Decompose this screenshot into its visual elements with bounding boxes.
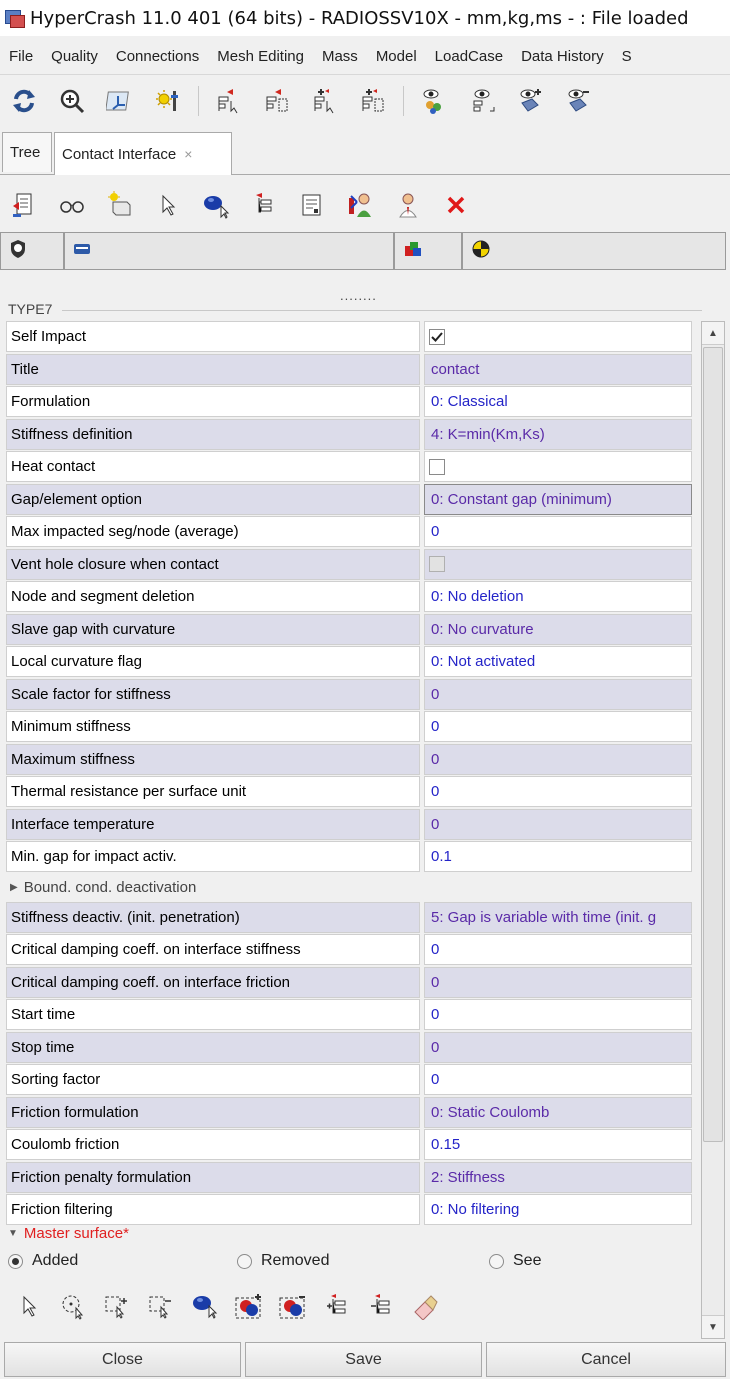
property-row [6, 1064, 692, 1097]
toolbar-separator [198, 86, 199, 116]
property-label: Max impacted seg/node (average) [6, 516, 420, 547]
menu-loadcase[interactable]: LoadCase [434, 47, 504, 65]
tab-tree[interactable] [2, 132, 52, 172]
pick-pointer-icon[interactable] [14, 1291, 44, 1321]
pick-part-icon[interactable] [190, 1291, 220, 1321]
property-label: Slave gap with curvature [6, 614, 420, 645]
master-surface-section[interactable] [8, 1225, 129, 1242]
tab-strip [0, 130, 730, 175]
name-column-header[interactable] [64, 232, 394, 270]
scale-factor-field[interactable]: 0 [424, 679, 692, 710]
sorting-factor-field[interactable]: 0 [424, 1064, 692, 1095]
self-impact-checkbox[interactable] [429, 329, 445, 345]
tree-edit-icon[interactable] [249, 190, 279, 220]
card-icon [73, 242, 91, 260]
eraser-icon[interactable] [410, 1291, 440, 1321]
property-label: Critical damping coeff. on interface stiffness [6, 934, 420, 965]
hypercrash-app-icon [4, 8, 24, 28]
export-icon[interactable] [9, 190, 39, 220]
property-row [6, 451, 692, 484]
eye-tree-icon[interactable] [467, 86, 497, 116]
property-label: Critical damping coeff. on interface friction [6, 967, 420, 998]
tree-add-icon[interactable] [310, 86, 340, 116]
property-row [6, 354, 692, 387]
crash-test-column-header[interactable] [462, 232, 726, 270]
crash-dummy-icon [471, 239, 491, 263]
surface-selection-toolbar [8, 1285, 698, 1327]
eye-parts-icon[interactable] [419, 86, 449, 116]
property-row [6, 841, 692, 874]
property-label: Stop time [6, 1032, 420, 1063]
select-part-icon[interactable] [201, 190, 231, 220]
master-surface-label: Master surface* [23, 1225, 129, 1242]
property-row [6, 581, 692, 614]
menu-connections[interactable]: Connections [115, 47, 200, 65]
property-row [6, 999, 692, 1032]
toolbar-separator [403, 86, 404, 116]
property-row [6, 967, 692, 1000]
property-label: Sorting factor [6, 1064, 420, 1095]
menu-quality[interactable]: Quality [51, 47, 98, 65]
color-palette-icon [403, 240, 423, 262]
property-label: Thermal resistance per surface unit [6, 776, 420, 807]
view-axes-icon[interactable] [105, 86, 135, 116]
property-row [6, 646, 692, 679]
users-swap-icon[interactable] [345, 190, 375, 220]
property-row [6, 321, 692, 354]
radio-added[interactable] [8, 1252, 78, 1270]
maximum-stiffness-field[interactable]: 0 [424, 744, 692, 775]
property-row [6, 516, 692, 549]
friction-penalty-select[interactable]: 2: Stiffness [424, 1162, 692, 1193]
tree-up-icon[interactable] [214, 86, 244, 116]
entity-header [0, 232, 726, 270]
eye-minus-icon[interactable] [563, 86, 593, 116]
section-header[interactable] [6, 874, 692, 902]
menu-overflow[interactable]: S [621, 47, 632, 65]
property-label: Local curvature flag [6, 646, 420, 677]
pointer-select-icon[interactable] [153, 190, 183, 220]
glasses-icon[interactable] [57, 190, 87, 220]
property-label: Friction formulation [6, 1097, 420, 1128]
property-label: Minimum stiffness [6, 711, 420, 742]
property-grid [6, 321, 692, 1227]
parts-box-add-icon[interactable] [234, 1291, 264, 1321]
scroll-down-arrow-icon[interactable]: ▼ [702, 1315, 724, 1338]
pick-circle-icon[interactable] [58, 1291, 88, 1321]
radio-removed[interactable] [237, 1252, 329, 1270]
section-title: Bound. cond. deactivation [23, 879, 197, 896]
property-label: Stiffness deactiv. (init. penetration) [6, 902, 420, 933]
delete-icon[interactable] [441, 190, 471, 220]
property-row [6, 934, 692, 967]
property-label: Interface temperature [6, 809, 420, 840]
max-impacted-field[interactable]: 0 [424, 516, 692, 547]
slave-gap-curvature-select[interactable]: 0: No curvature [424, 614, 692, 645]
refresh-icon[interactable] [9, 86, 39, 116]
contact-toolbar [0, 178, 730, 232]
friction-formulation-select[interactable]: 0: Static Coulomb [424, 1097, 692, 1128]
radio-see[interactable] [489, 1252, 541, 1270]
property-row [6, 679, 692, 712]
group-title: TYPE7 [8, 301, 56, 317]
menu-mesh-editing[interactable]: Mesh Editing [217, 47, 304, 65]
radio-added-label: Added [32, 1252, 79, 1269]
radio-added-circle[interactable] [8, 1254, 23, 1269]
property-label: Node and segment deletion [6, 581, 420, 612]
menu-file[interactable]: File [9, 47, 34, 65]
stop-time-field[interactable]: 0 [424, 1032, 692, 1063]
group-divider [62, 310, 702, 311]
interface-temperature-field[interactable]: 0 [424, 809, 692, 840]
parts-box-remove-icon[interactable] [278, 1291, 308, 1321]
property-label: Scale factor for stiffness [6, 679, 420, 710]
title-field[interactable]: contact [424, 354, 692, 385]
gap-element-option-select[interactable]: 0: Constant gap (minimum) [424, 484, 692, 515]
vertical-scrollbar[interactable] [701, 321, 725, 1339]
property-row [6, 386, 692, 419]
radio-see-circle[interactable] [489, 1254, 504, 1269]
property-value-cell [424, 321, 692, 352]
property-row [6, 744, 692, 777]
damping-stiffness-field[interactable]: 0 [424, 934, 692, 965]
property-row [6, 1097, 692, 1130]
property-label: Friction penalty formulation [6, 1162, 420, 1193]
menu-model[interactable]: Model [375, 47, 417, 65]
close-button[interactable]: Close [4, 1342, 241, 1377]
property-label: Heat contact [6, 451, 420, 482]
title-bar [0, 0, 730, 36]
radio-see-label: See [513, 1252, 542, 1269]
tab-tree-label: Tree [10, 144, 41, 161]
property-label: Coulomb friction [6, 1129, 420, 1160]
tree-remove-item-icon[interactable] [366, 1291, 396, 1321]
start-time-field[interactable]: 0 [424, 999, 692, 1030]
damping-friction-field[interactable]: 0 [424, 967, 692, 998]
menu-mass[interactable]: Mass [321, 47, 358, 65]
eye-plus-icon[interactable] [515, 86, 545, 116]
expand-triangle-icon: ▶ [10, 882, 18, 893]
property-value-cell [424, 451, 692, 482]
light-settings-icon[interactable] [153, 86, 183, 116]
min-gap-field[interactable]: 0.1 [424, 841, 692, 872]
coulomb-friction-field[interactable]: 0.15 [424, 1129, 692, 1160]
dialog-footer [0, 1340, 730, 1379]
property-row [6, 1194, 692, 1227]
property-label: Formulation [6, 386, 420, 417]
property-row [6, 1032, 692, 1065]
property-row [6, 549, 692, 582]
stiffness-definition-select[interactable]: 4: K=min(Km,Ks) [424, 419, 692, 450]
id-column-header[interactable] [0, 232, 64, 270]
property-label: Stiffness definition [6, 419, 420, 450]
box-add-icon[interactable] [102, 1291, 132, 1321]
property-label: Gap/element option [6, 484, 420, 515]
cancel-button[interactable]: Cancel [486, 1342, 726, 1377]
local-curvature-select[interactable]: 0: Not activated [424, 646, 692, 677]
radio-removed-circle[interactable] [237, 1254, 252, 1269]
property-row [6, 484, 692, 517]
property-label: Min. gap for impact activ. [6, 841, 420, 872]
close-tab-icon[interactable]: × [184, 146, 193, 162]
user-edit-icon[interactable] [393, 190, 423, 220]
menu-data-history[interactable]: Data History [521, 47, 604, 65]
tree-add-item-icon[interactable] [322, 1291, 352, 1321]
friction-filtering-select[interactable]: 0: No filtering [424, 1194, 692, 1225]
scroll-thumb[interactable] [703, 347, 723, 1142]
splitter-grip[interactable]: ........ [340, 288, 377, 303]
vent-hole-checkbox[interactable] [429, 556, 445, 572]
new-box-icon[interactable] [105, 190, 135, 220]
property-row [6, 711, 692, 744]
heat-contact-checkbox[interactable] [429, 459, 445, 475]
property-row [6, 1162, 692, 1195]
property-label: Start time [6, 999, 420, 1030]
tab-contact-interface[interactable] [54, 132, 232, 175]
box-remove-icon[interactable] [146, 1291, 176, 1321]
thermal-resistance-field[interactable]: 0 [424, 776, 692, 807]
formulation-select[interactable]: 0: Classical [424, 386, 692, 417]
properties-icon[interactable] [297, 190, 327, 220]
save-button[interactable]: Save [245, 1342, 482, 1377]
node-segment-deletion-select[interactable]: 0: No deletion [424, 581, 692, 612]
property-row [6, 419, 692, 452]
property-label: Friction filtering [6, 1194, 420, 1225]
menu-bar [0, 38, 730, 75]
property-row [6, 809, 692, 842]
window-title: HyperCrash 11.0 401 (64 bits) - RADIOSSV10X - mm,kg,ms - : File loaded [30, 7, 689, 29]
property-row [6, 902, 692, 935]
property-label: Self Impact [6, 321, 420, 352]
section-toggle[interactable] [10, 874, 196, 902]
property-row [6, 614, 692, 647]
property-row [6, 1129, 692, 1162]
property-label: Maximum stiffness [6, 744, 420, 775]
master-mode-radios [8, 1252, 698, 1278]
tab-contact-label: Contact Interface [62, 145, 177, 163]
stiffness-deactivation-select[interactable]: 5: Gap is variable with time (init. g [424, 902, 692, 933]
property-value-cell [424, 549, 692, 580]
zoom-fit-icon[interactable] [57, 86, 87, 116]
main-toolbar [0, 76, 730, 126]
scroll-up-arrow-icon[interactable]: ▲ [702, 322, 724, 345]
radio-removed-label: Removed [261, 1252, 330, 1269]
id-badge-icon [9, 239, 27, 263]
property-row [6, 776, 692, 809]
minimum-stiffness-field[interactable]: 0 [424, 711, 692, 742]
color-column-header[interactable] [394, 232, 462, 270]
property-label: Vent hole closure when contact [6, 549, 420, 580]
tree-box-add-icon[interactable] [358, 86, 388, 116]
collapse-triangle-icon: ▼ [8, 1228, 18, 1239]
property-label: Title [6, 354, 420, 385]
tree-box-up-icon[interactable] [262, 86, 292, 116]
